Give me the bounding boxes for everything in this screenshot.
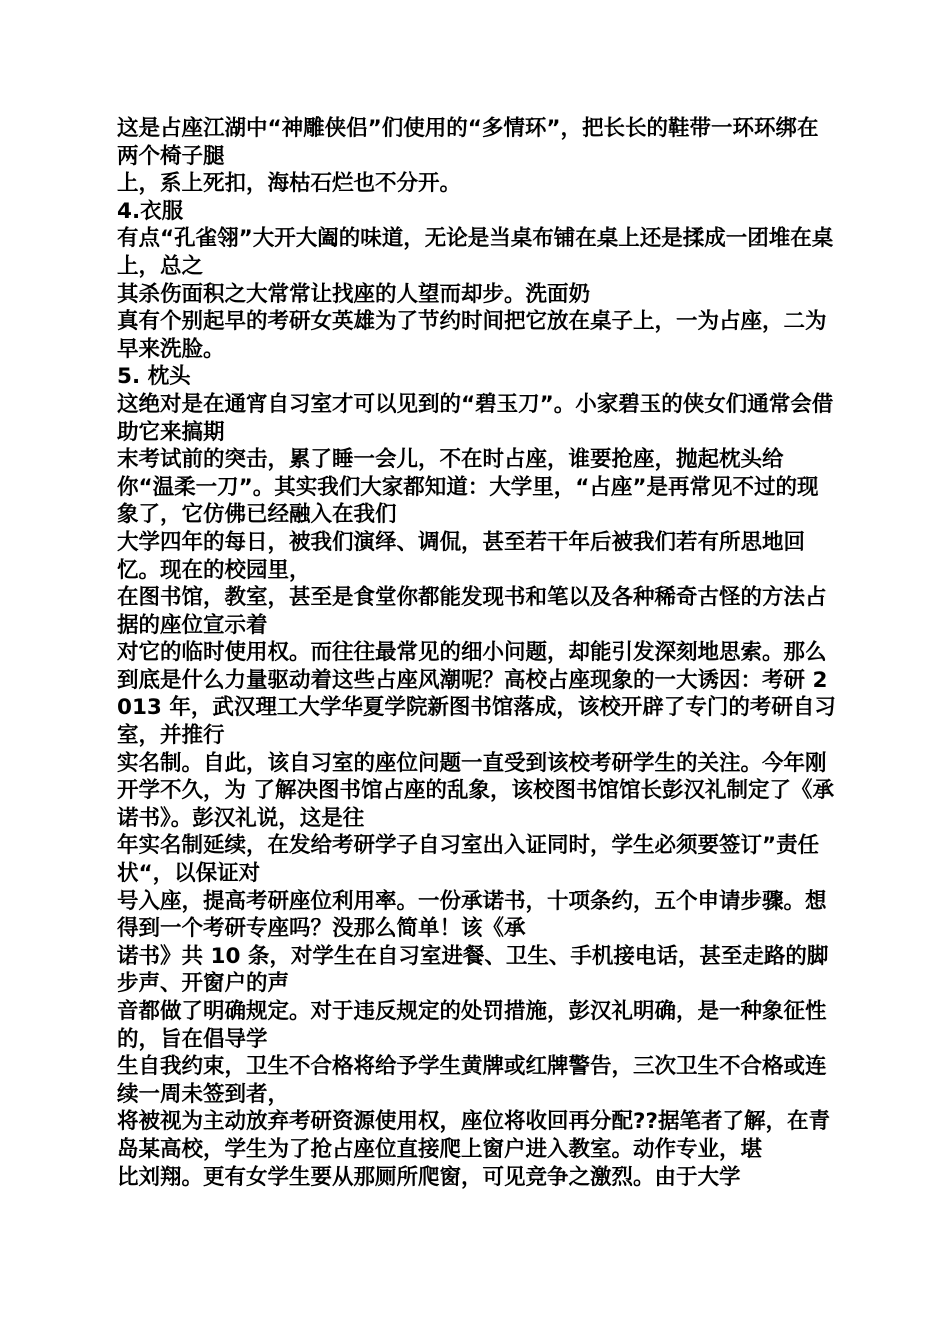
paragraph-pledge: 诺书》共 10 条，对学生在自习室进餐、卫生、手机接电话，甚至走路的脚步声、开窗户的声 [117, 943, 829, 997]
paragraph-shoelace-cont: 上，系上死扣，海枯石烂也不分开。 [117, 171, 462, 197]
paragraph-continuation: 年实名制延续，在发给考研学子自习室出入证同时，学生必须要签订”责任状“，以保证对 [117, 833, 820, 887]
paragraph-seating: 号入座，提高考研座位利用率。一份承诺书，十项条约，五个申请步骤。想得到一个考研专座吗？没那么简单！该《承 [117, 888, 827, 942]
paragraph-competition: 比刘翔。更有女学生要从那厕所爬窗，可见竞争之激烈。由于大学 [117, 1164, 741, 1190]
paragraph-rules: 音都做了明确规定。对于违反规定的处罚措施，彭汉礼明确，是一种象征性的，旨在倡导学 [117, 999, 827, 1052]
heading-pillow: 5. 枕头 [117, 364, 191, 390]
paragraph-clothes-cont: 其杀伤面积之大常常让找座的人望而却步。洗面奶 [117, 281, 591, 307]
paragraph-cause: 对它的临时使用权。而往往最常见的细小问题，却能引发深刻地思索。那么到底是什么力量驱动着这些占座风潮呢？高校占座现象的一大诱因：考研 2013 年，武汉理工大学华夏学院新图书馆落成，该校开辟了专门的考研自习室，并推行 [117, 640, 836, 749]
heading-clothes: 4.衣服 [117, 198, 184, 224]
paragraph-realname: 实名制。自此，该自习室的座位问题一直受到该校考研学生的关注。今年刚开学不久，为 了解决图书馆占座的乱象，该校图书馆馆长彭汉礼制定了《承诺书》。彭汉礼说，这是往 [117, 750, 834, 831]
paragraph-pillow-cont: 末考试前的突击，累了睡一会儿，不在时占座，谁要抢座，抛起枕头给你“温柔一刀”。其实我们大家都知道：大学里，“占座”是再常见不过的现象了，它仿佛已经融入在我们 [117, 447, 819, 528]
paragraph-pillow: 这绝对是在通宵自习室才可以见到的“碧玉刀”。小家碧玉的侠女们通常会借助它来搞期 [117, 391, 834, 445]
paragraph-library: 在图书馆，教室，甚至是食堂你都能发现书和笔以及各种稀奇古怪的方法占据的座位宣示着 [117, 585, 827, 638]
paragraph-facewash: 真有个别起早的考研女英雄为了节约时间把它放在桌子上，一为占座，二为早来洗脸。 [117, 309, 827, 362]
paragraph-clothes: 有点“孔雀翎”大开大阖的味道，无论是当桌布铺在桌上还是揉成一团堆在桌上，总之 [117, 226, 834, 279]
paragraph-penalty: 生自我约束，卫生不合格将给予学生黄牌或红牌警告，三次卫生不合格或连续一周未签到者， [117, 1054, 827, 1107]
paragraph-university: 大学四年的每日，被我们演绎、调侃，甚至若干年后被我们若有所思地回忆。现在的校园里， [117, 529, 806, 583]
paragraph-shoelace: 这是占座江湖中“神雕侠侣”们使用的“多情环”，把长长的鞋带一环环绑在两个椅子腿 [117, 116, 819, 169]
document-body [117, 115, 837, 1191]
paragraph-window: 将被视为主动放弃考研资源使用权，座位将收回再分配??据笔者了解，在青岛某高校，学生为了抢占座位直接爬上窗户进入教室。动作专业，堪 [117, 1109, 830, 1162]
